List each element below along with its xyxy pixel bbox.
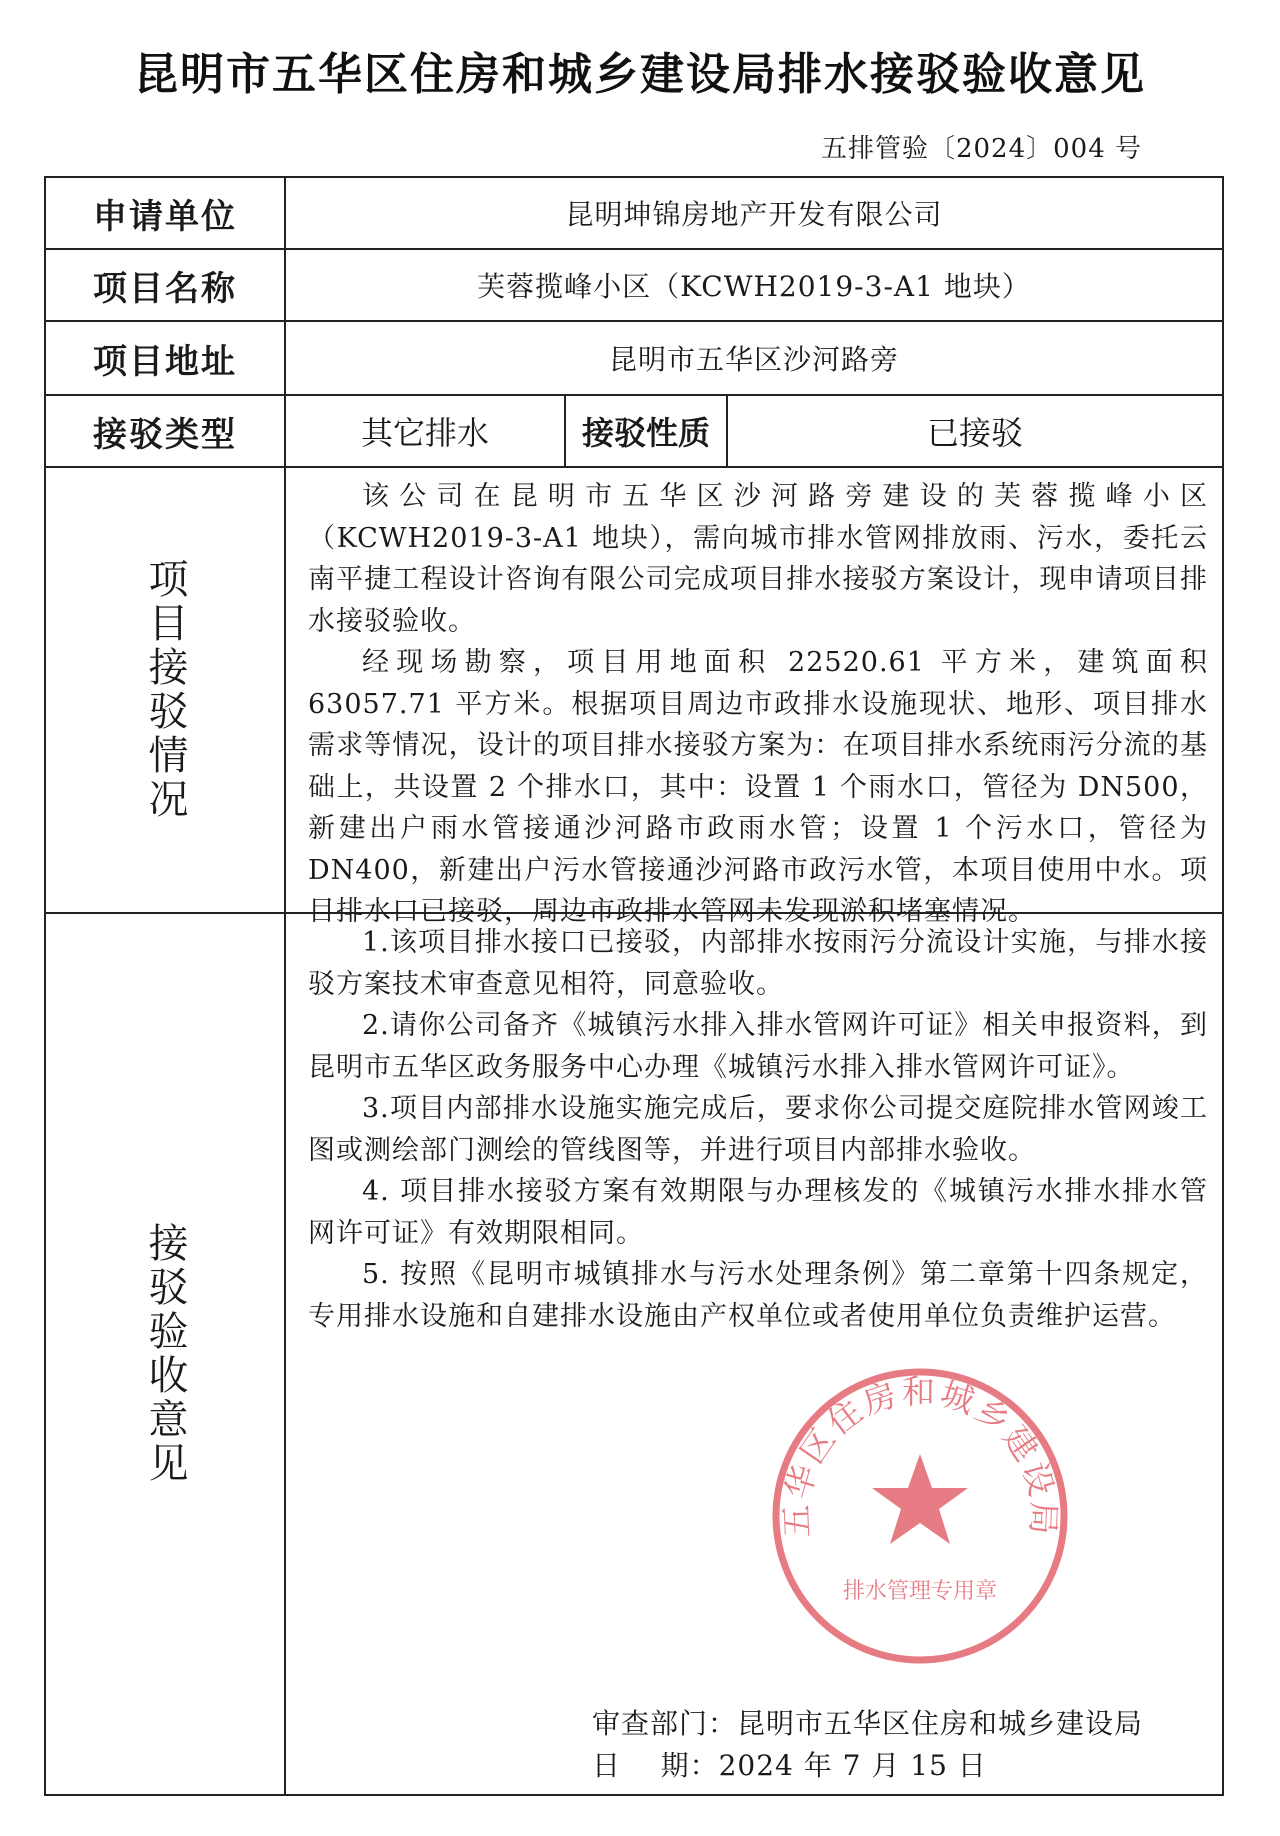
opinion-item: 5. 按照《昆明市城镇排水与污水处理条例》第二章第十四条规定，专用排水设施和自建排水设施由产权单位或者使用单位负责维护运营。 — [308, 1259, 1208, 1332]
situation-label: 项目接驳情况 — [142, 558, 188, 822]
situation-text — [308, 476, 1208, 933]
opinion-item: 1.该项目排水接口已接驳，内部排水按雨污分流设计实施，与排水接驳方案技术审查意见相符，同意验收。 — [308, 927, 1208, 1000]
opinion-text — [308, 922, 1208, 1337]
situation-paragraph: 该公司在昆明市五华区沙河路旁建设的芙蓉揽峰小区（KCWH2019-3-A1 地块），需向城市排水管网排放雨、污水，委托云南平捷工程设计咨询有限公司完成项目排水接驳方案设计，现申请项目排水接驳验收。 — [308, 481, 1208, 637]
connection-type-label: 接驳类型 — [46, 396, 286, 466]
opinion-item: 4. 项目排水接驳方案有效期限与办理核发的《城镇污水排水排水管网许可证》有效期限相同。 — [308, 1176, 1208, 1249]
connection-nature-label: 接驳性质 — [566, 396, 728, 466]
connection-type-value: 其它排水 — [286, 396, 566, 466]
connection-nature-value: 已接驳 — [926, 414, 1023, 452]
row-connection — [46, 396, 1222, 468]
project-address-label: 项目地址 — [46, 322, 286, 394]
review-date: 日 期：2024 年 7 月 15 日 — [592, 1749, 987, 1782]
official-seal — [770, 1366, 1070, 1666]
project-name-label: 项目名称 — [46, 250, 286, 320]
document-number: 五排管验〔2024〕004 号 — [820, 134, 1142, 164]
opinion-label: 接驳验收意见 — [142, 1222, 188, 1486]
row-project-address — [46, 322, 1222, 396]
project-name-value: 芙蓉揽峰小区（KCWH2019-3-A1 地块） — [477, 270, 1031, 303]
applicant-value: 昆明坤锦房地产开发有限公司 — [565, 198, 943, 231]
seal-star-icon — [872, 1454, 968, 1544]
project-address-value: 昆明市五华区沙河路旁 — [608, 343, 899, 376]
review-department: 审查部门：昆明市五华区住房和城乡建设局 — [592, 1707, 1144, 1740]
opinion-item: 3.项目内部排水设施实施完成后，要求你公司提交庭院排水管网竣工图或测绘部门测绘的管线图等，并进行项目内部排水验收。 — [308, 1093, 1208, 1166]
row-applicant — [46, 178, 1222, 250]
opinion-label-cell — [46, 914, 286, 1794]
row-project-name — [46, 250, 1222, 322]
situation-paragraph: 经现场勘察，项目用地面积 22520.61 平方米，建筑面积 63057.71 平方米。根据项目周边市政排水设施现状、地形、项目排水需求等情况，设计的项目排水接驳方案为：在项目排水系统雨污分流的基础上，共设置 2 个排水口，其中：设置 1 个雨水口，管径为 DN500，新建出户雨水管接通沙河路市政雨水管；设置 1 个污水口，管径为 DN400，新建出户污水管接通沙河路市政污水管，本项目使用中水。项目排水口已接驳，周边市政排水管网未发现淤积堵塞情况。 — [308, 647, 1208, 927]
seal-subtext: 排水管理专用章 — [842, 1579, 998, 1604]
situation-label-cell — [46, 468, 286, 912]
page-title: 昆明市五华区住房和城乡建设局排水接驳验收意见 — [134, 49, 1146, 100]
opinion-item: 2.请你公司备齐《城镇污水排入排水管网许可证》相关申报资料，到昆明市五华区政务服务中心办理《城镇污水排入排水管网许可证》。 — [308, 1010, 1208, 1083]
row-situation — [46, 468, 1222, 927]
applicant-label: 申请单位 — [46, 178, 286, 248]
seal-text: 五华区住房和城乡建设局 — [776, 1371, 1064, 1539]
